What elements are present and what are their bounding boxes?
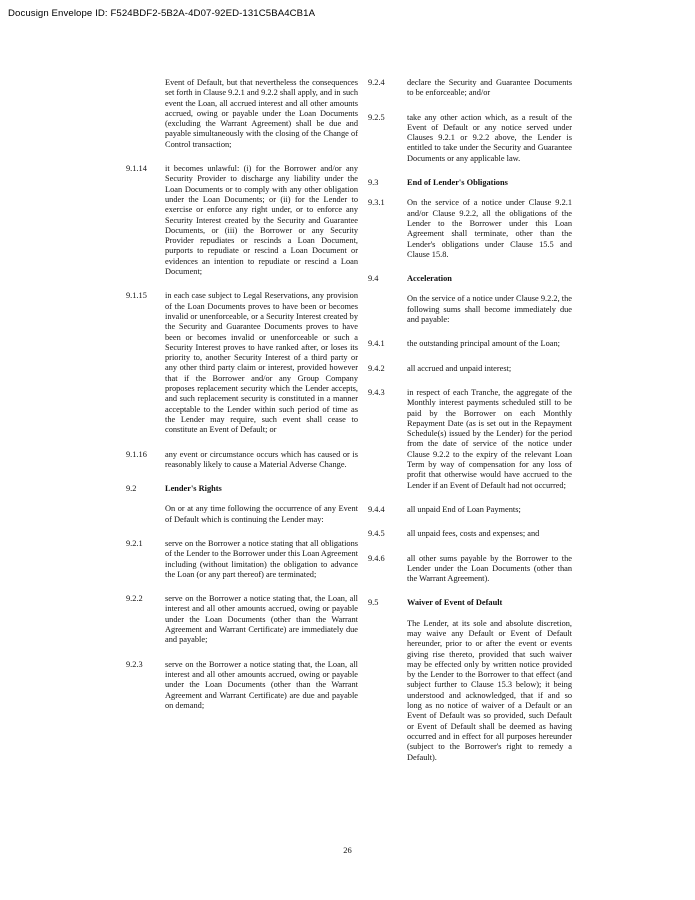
clause-9-2-1 [126, 539, 358, 580]
clause-9-1-14 [126, 164, 358, 277]
clause-number: 9.1.16 [126, 449, 147, 459]
clause-9-1-15 [126, 291, 358, 435]
clause-text: declare the Security and Guarantee Documents to be enforceable; and/or [407, 78, 572, 98]
section-title: End of Lender's Obligations [407, 178, 508, 188]
section-heading-9-4 [368, 274, 572, 284]
clause-number: 9.2.1 [126, 538, 143, 548]
clause-text: all other sums payable by the Borrower to the Lender under the Loan Documents (other than the Warrant Agreement). [407, 553, 572, 584]
section-number: 9.4 [368, 274, 379, 284]
section-intro: On the service of a notice under Clause 9.2.2, the following sums shall become immediately due and payable: [407, 294, 572, 325]
clause-text: it becomes unlawful: (i) for the Borrower and/or any Security Provider to discharge any liability under the Loan Documents or to comply with any other obligation under the Loan Documents; or (ii) for the Lender to exercise or enforce any right under, or to enforce any Security Interest created by the Security and Guarantee Documents, or (iii) the Borrower or any Security Provider repudiates or rescinds a Loan Document, purports to repudiate or rescind a Loan Document or evidences an intention to repudiate or rescind a Loan Document; [165, 164, 358, 277]
clause-number: 9.4.3 [368, 387, 385, 397]
clause-9-2-4 [368, 78, 572, 99]
clause-text: serve on the Borrower a notice stating that, the Loan, all interest and all other amounts accrued, owing or payable under the Loan Documents (other than the Warrant Agreement and Warrant Certificate) are immediately due and payable; [165, 594, 358, 645]
clause-9-2-5 [368, 113, 572, 164]
section-title: Acceleration [407, 274, 452, 284]
clause-text: any event or circumstance occurs which has caused or is reasonably likely to cause a Material Adverse Change. [165, 449, 358, 469]
clause-9-4-4 [368, 505, 572, 515]
clause-number: 9.4.1 [368, 339, 385, 349]
clause-number: 9.4.6 [368, 553, 385, 563]
clause-number: 9.2.4 [368, 78, 385, 87]
clause-9-2-3 [126, 660, 358, 711]
clause-9-1-16 [126, 450, 358, 471]
section-heading-9-3 [368, 178, 572, 188]
clause-number: 9.4.4 [368, 504, 385, 514]
clause-9-4-2 [368, 364, 572, 374]
clause-9-3-1 [368, 198, 572, 260]
clause-text: all unpaid fees, costs and expenses; and [407, 529, 540, 539]
clause-number: 9.2.2 [126, 594, 143, 604]
section-heading-9-5 [368, 598, 572, 608]
clause-text: take any other action which, as a result of the Event of Default or any notice served under Clauses 9.2.1 or 9.2.2 above, the Lender is entitled to take under the Security and Guarantee Documents or any applicable law. [407, 112, 572, 163]
clause-number: 9.4.2 [368, 363, 385, 373]
clause-9-4-3 [368, 388, 572, 491]
page-number: 26 [343, 845, 352, 855]
docusign-envelope-id: Docusign Envelope ID: F524BDF2-5B2A-4D07-92ED-131C5BA4CB1A [8, 8, 316, 19]
clause-number: 9.2.3 [126, 659, 143, 669]
section-intro: On or at any time following the occurrence of any Event of Default which is continuing the Lender may: [165, 504, 358, 524]
clause-number: 9.3.1 [368, 198, 385, 208]
clause-text: all accrued and unpaid interest; [407, 363, 512, 373]
clause-9-2-2 [126, 594, 358, 645]
right-column [368, 78, 572, 763]
clause-text: serve on the Borrower a notice stating that, the Loan, all interest and all other amounts accrued, owing or payable under the Loan Documents (other than the Warrant Agreement and Warrant Certificate) are due and payable on demand; [165, 659, 358, 710]
clause-9-4-1 [368, 339, 572, 349]
section-body: The Lender, at its sole and absolute discretion, may waive any Default or Event of Default hereunder, prior to or after the event or events giving rise thereto, provided that such waiver may be effected only by written notice provided by the Lender to the Borrower to that effect (and subject further to Clause 15.3 below); it being understood and acknowledged, that if and so long as no notice of waiver of a Default or an Event of Default was so provided, such Default or Event of Default shall be deemed as having occurred and in effect for all purposes hereunder (subject to the Borrower's right to remedy a Default). [407, 618, 572, 762]
section-number: 9.2 [126, 484, 137, 494]
section-heading-9-2 [126, 484, 358, 494]
clause-text: the outstanding principal amount of the Loan; [407, 339, 560, 349]
clause-text: On the service of a notice under Clause 9.2.1 and/or Clause 9.2.2, all the obligations of the Lender to the Borrower under this Loan Agreement shall terminate, other than the Lender's obligations under Clause 15.5 and Clause 15.8. [407, 198, 572, 259]
clause-number: 9.2.5 [368, 112, 385, 122]
section-title: Waiver of Event of Default [407, 598, 503, 608]
clause-text: all unpaid End of Loan Payments; [407, 504, 521, 514]
clause-continuation: Event of Default, but that nevertheless the consequences set forth in Clause 9.2.1 and 9.2.2 shall apply, and in such event the Loan, all accrued interest and all other amounts accrued, owing or payable under the Loan Documents (excluding the Warrant Agreement) shall be due and payable simultaneously with the closing of the Change of Control transaction; [165, 78, 358, 149]
clause-9-4-5 [368, 529, 572, 539]
section-number: 9.3 [368, 178, 379, 188]
clause-number: 9.4.5 [368, 529, 385, 539]
left-column [126, 78, 358, 711]
clause-number: 9.1.14 [126, 164, 147, 174]
clause-text: in respect of each Tranche, the aggregate of the Monthly interest payments scheduled still to be paid by the Borrower on each Monthly Repayment Date (as is set out in the Repayment Schedule(s) issued by the Lender) for the period from the date of service of the notice under Clause 9.2.2 to the expiry of the relevant Loan Term by way of compensation for any loss of profit that otherwise would have accrued to the Lender if an Event of Default had not occurred; [407, 387, 572, 490]
section-number: 9.5 [368, 598, 379, 608]
section-title: Lender's Rights [165, 484, 222, 494]
clause-text: in each case subject to Legal Reservations, any provision of the Loan Documents proves to have been or becomes invalid or unenforceable, or a Security Interest created by the Security and Guarantee Documents proves to have been or becomes invalid or unenforceable or such a Security Interest proves to have ranked after, or loses its priority to, another Security Interest of a third party or any other third party claim or interest, provided however that if the Borrower and/or any Group Company proposes replacement security which the Lender accepts, and such replacement security is constituted in a manner acceptable to the Lender within such period of time as the Lender may require, such event shall cease to constitute an Event of Default; or [165, 291, 358, 435]
clause-number: 9.1.15 [126, 291, 147, 301]
clause-text: serve on the Borrower a notice stating that all obligations of the Lender to the Borrower under this Loan Agreement including (without limitation) the obligation to advance the Loan (or any part thereof) are terminated; [165, 538, 359, 579]
clause-9-4-6 [368, 554, 572, 585]
